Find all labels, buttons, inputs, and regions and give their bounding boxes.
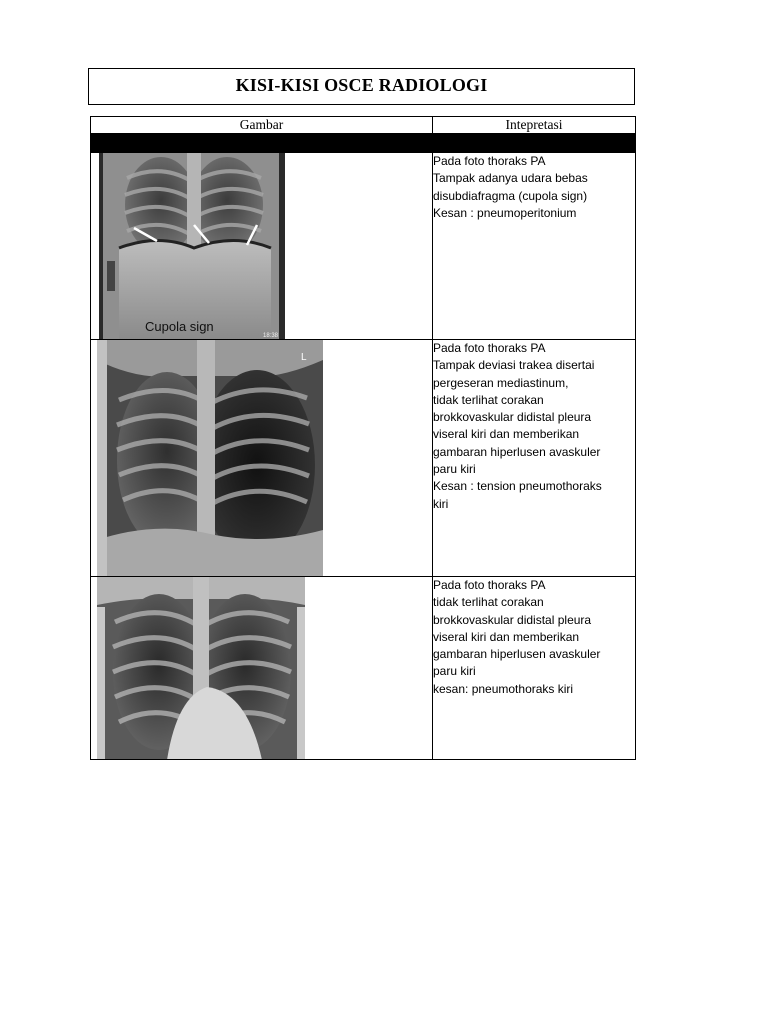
table-row: [91, 340, 636, 577]
interpretation-cell: [433, 577, 636, 760]
interpretation-line: tidak terlihat corakan: [433, 595, 544, 610]
side-marker-label: L: [301, 352, 307, 363]
osce-table: [90, 116, 636, 760]
interpretation-line: kiri: [433, 496, 449, 511]
interpretation-line: Tampak adanya udara bebas: [433, 171, 588, 186]
interpretation-line: tidak terlihat corakan: [433, 392, 544, 407]
interpretation-line: Pada foto thoraks PA: [433, 578, 546, 592]
interpretation-line: gambaran hiperlusen avaskuler: [433, 647, 601, 662]
interpretation-line: Kesan : pneumoperitonium: [433, 205, 577, 220]
table-row: [91, 577, 636, 760]
chest-xray-image-tension: [97, 340, 323, 576]
table-row: [91, 153, 636, 340]
column-header-image: Gambar: [91, 117, 433, 134]
interpretation-line: Tampak deviasi trakea disertai: [433, 358, 595, 373]
interpretation-line: viseral kiri dan memberikan: [433, 629, 580, 644]
image-corner-text: 18:38: [263, 333, 279, 339]
interpretation-cell: [433, 153, 636, 340]
interpretation-line: gambaran hiperlusen avaskuler: [433, 444, 601, 459]
chest-xray-image-cupola: [99, 153, 285, 340]
black-separator-row: [91, 134, 636, 153]
chest-xray-image-pneumothorax: [97, 577, 305, 760]
image-caption: Cupola sign: [145, 319, 214, 334]
interpretation-line: Kesan : tension pneumothoraks: [433, 479, 602, 494]
document-title: KISI-KISI OSCE RADIOLOGI: [235, 75, 488, 95]
interpretation-line: disubdiafragma (cupola sign): [433, 188, 588, 203]
column-header-interpretation: Intepretasi: [433, 117, 636, 134]
header-row: [91, 117, 636, 134]
interpretation-line: paru kiri: [433, 462, 476, 477]
interpretation-line: brokkovaskular didistal pleura: [433, 612, 592, 627]
image-cell: [91, 577, 433, 760]
interpretation-line: paru kiri: [433, 664, 476, 679]
interpretation-line: Pada foto thoraks PA: [433, 341, 546, 355]
interpretation-line: pergeseran mediastinum,: [433, 375, 569, 390]
interpretation-line: Pada foto thoraks PA: [433, 154, 546, 168]
interpretation-cell: [433, 340, 636, 577]
interpretation-line: brokkovaskular didistal pleura: [433, 410, 592, 425]
interpretation-line: kesan: pneumothoraks kiri: [433, 681, 574, 696]
image-cell: [91, 340, 433, 577]
image-cell: [91, 153, 433, 340]
title-box: [88, 68, 635, 105]
interpretation-line: viseral kiri dan memberikan: [433, 427, 580, 442]
